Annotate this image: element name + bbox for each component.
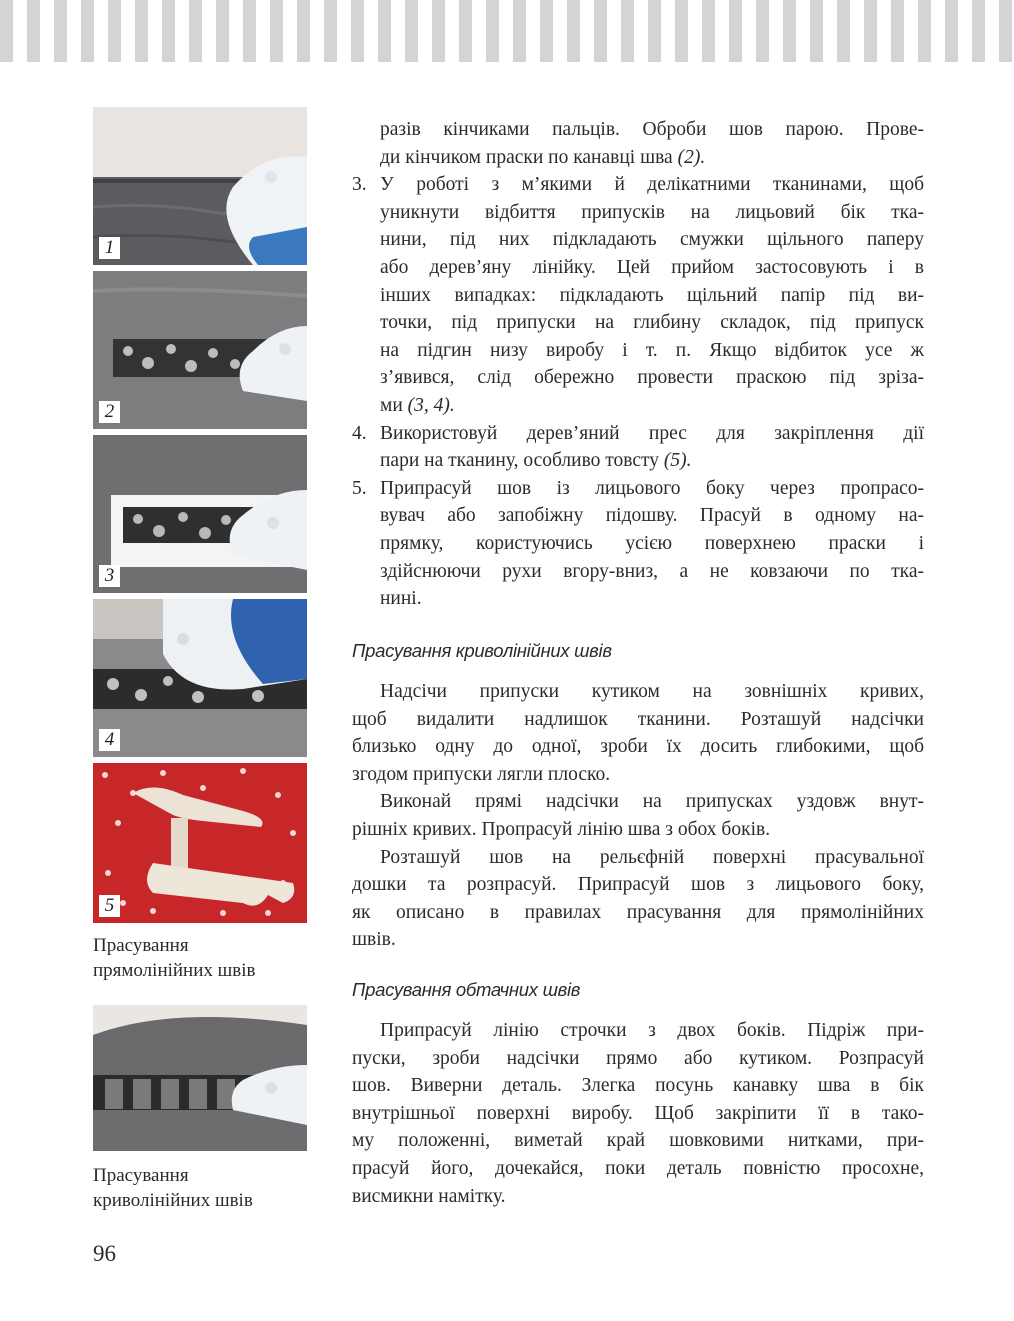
text-line: уникнути відбиття припусків на лицьовий бік тка- bbox=[380, 201, 924, 223]
caption-line: Прасування bbox=[93, 935, 189, 956]
text-line: швів. bbox=[352, 929, 396, 951]
decorative-header-stripes bbox=[0, 0, 1014, 62]
text-line: нини, під них підкладають смужки щільного паперу bbox=[380, 229, 924, 251]
text-line: згодом припуски лягли плоско. bbox=[352, 763, 611, 785]
photo-ironing-step-2 bbox=[93, 271, 307, 429]
text-span: ди кінчиком праски по канавці шва bbox=[380, 146, 673, 168]
header-divider bbox=[0, 62, 1014, 65]
caption-straight-seams bbox=[93, 933, 256, 983]
section-heading-facing: Прасування обтачних швів bbox=[352, 979, 581, 1000]
caption-line: Прасування bbox=[93, 1165, 189, 1186]
photo-5-image bbox=[93, 763, 307, 923]
text-line: прямку, користуючись усією поверхнею праски і bbox=[380, 532, 924, 554]
text-line: як описано в правилах прасування для прямолінійних bbox=[352, 901, 924, 923]
list-number: 4. bbox=[352, 422, 367, 444]
text-line: Надсічи припуски кутиком на зовнішніх кривих, bbox=[380, 681, 924, 702]
text-line: Виконай прямі надсічки на припусках уздовж внут- bbox=[380, 791, 924, 813]
list-number: 3. bbox=[352, 174, 367, 196]
photo-4-image bbox=[93, 599, 307, 757]
text-line bbox=[352, 144, 924, 172]
text-line: Припрасуй лінію строчки з двох боків. Підріж при- bbox=[380, 1020, 924, 1041]
photo-wooden-press-5 bbox=[93, 763, 307, 923]
figure-reference: (5). bbox=[663, 450, 692, 472]
figure-reference: (3, 4). bbox=[407, 394, 455, 416]
text-span: Припрасуй шов із лицьового боку через пропрасо- bbox=[380, 477, 924, 499]
text-span: ми bbox=[380, 394, 403, 416]
list-number: 5. bbox=[352, 477, 367, 499]
caption-line: криволінійних швів bbox=[93, 1190, 253, 1211]
text-span: пари на тканину, особливо товсту bbox=[380, 450, 660, 472]
text-line: му положенні, виметай край шовковими нитками, при- bbox=[352, 1130, 924, 1152]
text-line: близько одну до одної, зроби їх досить глибокими, щоб bbox=[352, 736, 924, 758]
text-line: на підгин низу виробу і т. п. Якщо відбиток усе ж bbox=[380, 339, 924, 361]
photo-number-label: 1 bbox=[99, 237, 120, 259]
text-line: нині. bbox=[380, 588, 422, 610]
photo-ironing-step-3 bbox=[93, 435, 307, 593]
caption-curved-seams bbox=[93, 1163, 253, 1213]
photo-ironing-step-1 bbox=[93, 107, 307, 265]
text-line: внутрішньої поверхні виробу. Щоб закріпити її в тако- bbox=[352, 1102, 924, 1124]
section-curved-seams bbox=[352, 678, 924, 954]
photo-1-image bbox=[93, 107, 307, 265]
list-item-5 bbox=[352, 475, 924, 503]
photo-number-label: 2 bbox=[99, 401, 120, 423]
text-line bbox=[352, 447, 924, 475]
text-line: з’явився, слід обережно провести праскою під зріза- bbox=[380, 367, 924, 389]
photo-curved-seams-image bbox=[93, 1005, 307, 1151]
text-line: Розташуй шов на рельєфній поверхні прасувальної bbox=[380, 846, 924, 868]
photo-number-label: 4 bbox=[99, 729, 120, 751]
text-line bbox=[352, 392, 924, 420]
text-line: пуски, зроби надсічки прямо або кутиком. Розпрасуй bbox=[352, 1047, 924, 1069]
text-line: прасуй його, дочекайся, поки деталь повністю просохне, bbox=[352, 1157, 924, 1179]
section-facing-seams bbox=[352, 1017, 924, 1210]
text-span: У роботі з м’якими й делікатними тканинами, щоб bbox=[380, 174, 924, 196]
photo-curved-seams bbox=[93, 1005, 307, 1151]
text-line: здійснюючи рухи вгору-вниз, а не ковзаючи по тка- bbox=[380, 560, 924, 582]
photo-number-label: 5 bbox=[99, 895, 120, 917]
text-line: щоб видалити надлишок тканини. Розташуй надсічки bbox=[352, 708, 924, 730]
page-number: 96 bbox=[93, 1241, 116, 1266]
list-item-4 bbox=[352, 420, 924, 448]
photo-ironing-step-4 bbox=[93, 599, 307, 757]
text-span: Використовуй дерев’яний прес для закріплення дії bbox=[380, 422, 924, 444]
text-line: або дерев’яну лінійку. Цей прийом застосовують і в bbox=[380, 256, 924, 278]
text-line: дошки та розпрасуй. Припрасуй шов з лицьового боку, bbox=[352, 874, 924, 896]
figure-reference: (2). bbox=[677, 146, 706, 168]
text-line: рішніх кривих. Пропрасуй лінію шва з обох боків. bbox=[352, 818, 771, 840]
text-line: шов. Виверни деталь. Злегка посунь канавку шва в бік bbox=[352, 1075, 924, 1097]
photo-2-image bbox=[93, 271, 307, 429]
text-line: інших випадках: підкладають щільний папір під ви- bbox=[380, 284, 924, 306]
text-line: разів кінчиками пальців. Оброби шов парою. Прове- bbox=[380, 119, 924, 140]
text-line: вувач або запобіжну підошву. Прасуй в одному на- bbox=[380, 505, 924, 527]
photo-3-image bbox=[93, 435, 307, 593]
text-line: точки, під припуски на глибину складок, під припуск bbox=[380, 312, 924, 334]
section-heading-curved: Прасування криволінійних швів bbox=[352, 640, 612, 661]
photo-number-label: 3 bbox=[99, 565, 120, 587]
list-item-3 bbox=[352, 171, 924, 199]
text-line: висмикни намітку. bbox=[352, 1185, 506, 1207]
instructions-list bbox=[352, 116, 924, 613]
caption-line: прямолінійних швів bbox=[93, 960, 256, 981]
